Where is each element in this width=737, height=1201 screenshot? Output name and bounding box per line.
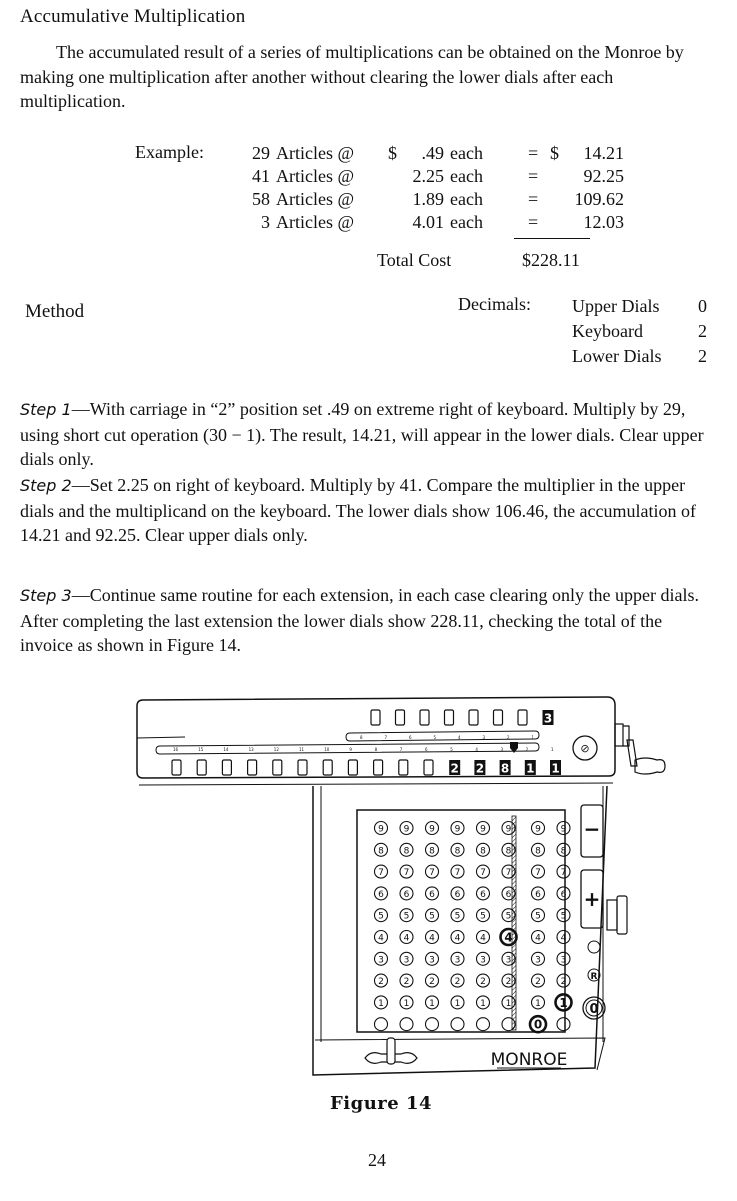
keyboard-key[interactable] [451, 887, 464, 900]
qty: 29 [252, 143, 270, 163]
keyboard-key[interactable] [557, 865, 570, 878]
upper-dial [371, 710, 380, 725]
keyboard-key[interactable] [451, 952, 464, 965]
key-digit: 7 [403, 868, 410, 879]
keyboard-key[interactable] [477, 843, 490, 856]
upper-scale-number: 4 [458, 735, 461, 740]
step-text: —With carriage in “2” position set .49 on extreme right of keyboard. Multiply by 29, using short cut operation (30 − 1). The result, 14.21, will appear in the lower dials. Clear upper dials only. [20, 399, 704, 469]
lower-dial [525, 760, 536, 776]
keyboard-key[interactable] [530, 1016, 546, 1032]
dial-digit: 3 [543, 711, 553, 726]
carriage-body [137, 697, 615, 778]
key-digit: 4 [429, 933, 435, 944]
qty: 3 [261, 212, 270, 232]
keyboard-key[interactable] [400, 843, 413, 856]
page-number: 24 [368, 1150, 386, 1170]
dollar-sign [388, 211, 406, 234]
lower-dial [550, 760, 561, 776]
key-digit: 2 [505, 977, 512, 988]
keyboard-key[interactable] [451, 1018, 464, 1031]
amount: 12.03 [583, 212, 624, 232]
keyboard-key[interactable] [477, 909, 490, 922]
each-label: each [450, 143, 483, 163]
brand-label: MONROE [490, 1050, 568, 1070]
dial-digit: 1 [526, 761, 535, 776]
keyboard-key[interactable] [532, 996, 545, 1009]
upper-dial [518, 710, 527, 725]
keyboard-key[interactable] [426, 952, 439, 965]
keyboard-key[interactable] [557, 974, 570, 987]
key-digit: 9 [535, 824, 541, 835]
key-digit: 2 [429, 977, 435, 988]
key-digit: 9 [480, 824, 486, 835]
keyboard-key[interactable] [477, 952, 490, 965]
key-digit: 6 [560, 889, 567, 900]
key-digit: 7 [505, 868, 512, 879]
key-digit: 7 [378, 868, 384, 879]
keyboard-key[interactable] [426, 865, 439, 878]
amount: 109.62 [574, 189, 624, 209]
key-digit: 8 [480, 846, 486, 857]
decimals-row [572, 344, 707, 369]
lower-scale-number: 4 [475, 747, 478, 752]
key-digit: 5 [378, 911, 384, 922]
lower-dial [348, 760, 357, 775]
keyboard-key[interactable] [375, 822, 388, 835]
keyboard-key[interactable] [557, 822, 570, 835]
upper-dial [469, 710, 478, 725]
section-heading: Accumulative Multiplication [20, 6, 246, 27]
key-digit: 2 [378, 977, 384, 988]
lower-scale-number: 8 [374, 747, 378, 752]
lower-scale-number: 5 [450, 747, 453, 752]
key-digit: 8 [535, 846, 541, 857]
upper-dial [420, 710, 429, 725]
step-label: Step 3 [20, 586, 72, 605]
upper-dial [543, 710, 554, 726]
keyboard-key[interactable] [556, 994, 572, 1010]
key-digit: 4 [403, 933, 410, 944]
keyboard-key[interactable] [477, 822, 490, 835]
example-row [245, 142, 624, 165]
articles-label: Articles @ [276, 189, 355, 209]
example-row [245, 211, 624, 234]
decimals-name: Lower Dials [572, 346, 662, 366]
keyboard-key[interactable] [400, 909, 413, 922]
keyboard-key[interactable] [477, 865, 490, 878]
minus-key-label: − [583, 817, 601, 841]
keyboard-key[interactable] [375, 865, 388, 878]
front-lever-icon [365, 1038, 417, 1064]
key-digit: 5 [454, 911, 461, 922]
keyboard-key[interactable] [426, 974, 439, 987]
step-label: Step 2 [20, 476, 72, 495]
lower-scale-number: 3 [500, 747, 504, 752]
lower-dial [374, 760, 383, 775]
dollar-sign [550, 165, 568, 188]
key-digit: 1 [429, 998, 435, 1009]
equals: = [528, 189, 539, 209]
key-digit: 2 [535, 977, 541, 988]
monroe-calculator-figure [125, 690, 685, 1085]
lower-dial [197, 760, 206, 775]
keyboard-key[interactable] [400, 996, 413, 1009]
lower-scale-number: 9 [349, 747, 352, 752]
keyboard-key[interactable] [400, 887, 413, 900]
repeat-key-label: R [590, 972, 598, 982]
lower-dial [424, 760, 433, 775]
keyboard-key[interactable] [477, 931, 490, 944]
upper-dial [396, 710, 405, 725]
amount: 92.25 [583, 166, 624, 186]
lower-scale-number: 2 [525, 747, 529, 752]
key-digit: 5 [429, 911, 435, 922]
figure-caption: Figure 14 [330, 1093, 433, 1114]
equals: = [528, 143, 539, 163]
lower-dial [500, 760, 511, 776]
key-digit: 1 [454, 998, 461, 1009]
method-heading: Method [25, 301, 85, 322]
keyboard-key[interactable] [451, 909, 464, 922]
decimals-table [572, 294, 707, 369]
step-label: Step 1 [20, 400, 72, 419]
key-digit: 6 [535, 889, 541, 900]
key-digit: 3 [505, 955, 512, 966]
carriage-side-line [137, 737, 185, 738]
key-digit: 2 [454, 977, 461, 988]
side-lever-icon [607, 896, 627, 934]
dial-digit: 2 [475, 761, 485, 776]
key-digit: 2 [480, 977, 486, 988]
keyboard-key[interactable] [532, 952, 545, 965]
example-label: Example: [135, 142, 204, 162]
keyboard-key[interactable] [451, 974, 464, 987]
key-digit: 3 [454, 955, 461, 966]
crank-handle-icon [615, 724, 665, 774]
decimals-label: Decimals: [458, 294, 531, 314]
upper-scale-number: 1 [531, 735, 535, 740]
keyboard-key[interactable] [400, 822, 413, 835]
lower-dial [323, 760, 332, 775]
price: 1.89 [412, 189, 444, 209]
lower-scale-number: 11 [299, 747, 305, 752]
key-digit: 4 [454, 933, 461, 944]
total-rule [514, 238, 590, 239]
example-row [245, 165, 624, 188]
key-digit: 1 [480, 998, 486, 1009]
decimals-name: Keyboard [572, 321, 643, 341]
key-digit: 5 [403, 911, 410, 922]
key-digit: 4 [480, 933, 486, 944]
key-digit: 1 [535, 998, 541, 1009]
lower-scale-number: 15 [198, 747, 204, 752]
keyboard-key[interactable] [400, 931, 413, 944]
key-digit: 9 [454, 824, 461, 835]
keyboard-key[interactable] [532, 909, 545, 922]
keyboard-key[interactable] [557, 1018, 570, 1031]
amount: 14.21 [583, 143, 624, 163]
lower-scale-bar [156, 743, 539, 754]
key-digit: 9 [429, 824, 435, 835]
key-digit: 9 [560, 824, 567, 835]
key-digit: 6 [403, 889, 410, 900]
decimals-value: 0 [698, 296, 707, 316]
upper-scale-number: 8 [360, 735, 363, 740]
lower-dial [273, 760, 282, 775]
each-label: each [450, 212, 483, 232]
keyboard-key[interactable] [557, 952, 570, 965]
key-digit: 3 [429, 955, 435, 966]
key-digit: 8 [378, 846, 384, 857]
key-digit: 3 [378, 955, 384, 966]
step-3 [20, 583, 710, 658]
lower-dial [248, 760, 257, 775]
keyboard-key[interactable] [375, 1018, 388, 1031]
keyboard-key[interactable] [375, 996, 388, 1009]
keyboard-key[interactable] [451, 996, 464, 1009]
lower-dial [449, 760, 460, 776]
dollar-sign [388, 188, 406, 211]
key-digit: 1 [559, 995, 568, 1010]
articles-label: Articles @ [276, 212, 355, 232]
decimals-name: Upper Dials [572, 296, 660, 316]
key-digit: 5 [560, 911, 567, 922]
total-cost-label: Total Cost [377, 250, 452, 270]
plus-key-label: + [583, 887, 601, 911]
keyboard-key[interactable] [426, 931, 439, 944]
upper-dial [494, 710, 503, 725]
key-digit: 8 [403, 846, 410, 857]
dollar-sign: $ [388, 143, 397, 163]
dollar-sign [550, 211, 568, 234]
lower-scale-number: 16 [173, 747, 179, 752]
keyboard-key[interactable] [532, 887, 545, 900]
lower-dial [474, 760, 485, 776]
key-digit: 0 [533, 1017, 543, 1032]
step-text: —Continue same routine for each extension, in each case clearing only the upper dials. After completing the last extension the lower dials show 228.11, checking the total of the invoice as shown in Figure 14. [20, 585, 699, 655]
keyboard-key[interactable] [375, 974, 388, 987]
keyboard-key[interactable] [426, 887, 439, 900]
keyboard-key[interactable] [451, 843, 464, 856]
key-digit: 6 [378, 889, 384, 900]
each-label: each [450, 166, 483, 186]
keyboard-key[interactable] [375, 909, 388, 922]
intro-paragraph: The accumulated result of a series of multiplications can be obtained on the Monroe by making one multiplication after another without clearing the lower dials after each multiplication. [20, 42, 684, 111]
keyboard-key[interactable] [532, 843, 545, 856]
dial-digit: 2 [450, 761, 459, 776]
key-digit: 7 [480, 868, 486, 879]
key-digit: 1 [378, 998, 384, 1009]
decimals-row [572, 319, 707, 344]
example-table [245, 142, 624, 234]
dial-digit: 1 [551, 761, 560, 776]
upper-scale-number: 2 [507, 735, 510, 740]
keyboard-key[interactable] [532, 931, 545, 944]
key-digit: 4 [535, 933, 541, 944]
clear-knob-glyph: ⊘ [580, 742, 590, 755]
qty: 41 [252, 166, 270, 186]
key-digit: 6 [429, 889, 435, 900]
key-digit: 7 [454, 868, 461, 879]
price: 2.25 [412, 166, 444, 186]
keyboard-key[interactable] [426, 996, 439, 1009]
keyboard-key[interactable] [400, 865, 413, 878]
keyboard-key[interactable] [426, 822, 439, 835]
key-digit: 5 [535, 911, 541, 922]
keyboard-key[interactable] [400, 1018, 413, 1031]
keyboard-key[interactable] [451, 865, 464, 878]
keyboard-key[interactable] [400, 974, 413, 987]
lower-scale-number: 13 [248, 747, 254, 752]
key-digit: 8 [560, 846, 567, 857]
step-1 [20, 397, 710, 472]
key-digit: 8 [454, 846, 461, 857]
key-digit: 5 [505, 911, 512, 922]
keyboard-key[interactable] [557, 931, 570, 944]
upper-scale-number: 3 [482, 735, 486, 740]
upper-scale-number: 6 [409, 735, 412, 740]
lower-dial [298, 760, 307, 775]
total-cost-value: $228.11 [522, 250, 580, 270]
lower-scale-number: 14 [223, 747, 229, 752]
keyboard-key[interactable] [426, 1018, 439, 1031]
lower-dial [222, 760, 231, 775]
key-digit: 4 [560, 933, 567, 944]
carriage-bottom-edge [139, 783, 613, 785]
key-digit: 8 [429, 846, 435, 857]
upper-scale-number: 7 [384, 735, 388, 740]
upper-scale-number: 5 [433, 735, 437, 740]
key-digit: 3 [560, 955, 567, 966]
price: .49 [421, 143, 444, 163]
dial-digit: 8 [500, 761, 510, 776]
keyboard-key[interactable] [375, 887, 388, 900]
equals: = [528, 212, 539, 232]
upper-dial [445, 710, 454, 725]
dollar-sign: $ [550, 143, 559, 163]
lower-dial [399, 760, 408, 775]
upper-scale-bar [346, 731, 539, 741]
articles-label: Articles @ [276, 166, 355, 186]
key-digit: 6 [505, 889, 512, 900]
keyboard-key[interactable] [477, 887, 490, 900]
clear-key-label: 0 [589, 1002, 599, 1017]
key-digit: 9 [378, 824, 384, 835]
keyboard-key[interactable] [477, 974, 490, 987]
decimals-value: 2 [698, 321, 707, 341]
key-digit: 6 [480, 889, 486, 900]
keyboard-key[interactable] [451, 822, 464, 835]
keyboard-key[interactable] [532, 974, 545, 987]
key-digit: 9 [505, 824, 512, 835]
key-digit: 1 [505, 998, 512, 1009]
key-digit: 9 [403, 824, 410, 835]
dollar-sign [550, 188, 568, 211]
key-digit: 8 [505, 846, 512, 857]
keyboard-key[interactable] [426, 843, 439, 856]
keyboard-key[interactable] [557, 887, 570, 900]
key-digit: 4 [378, 933, 384, 944]
keyboard-key[interactable] [557, 909, 570, 922]
keyboard-key[interactable] [451, 931, 464, 944]
lower-scale-number: 12 [273, 747, 279, 752]
keyboard-key[interactable] [557, 843, 570, 856]
lower-scale-number: 7 [399, 747, 403, 752]
lower-dial [172, 760, 181, 775]
keyboard-key[interactable] [532, 822, 545, 835]
example-row [245, 188, 624, 211]
decimals-row [572, 294, 707, 319]
keyboard-key[interactable] [532, 865, 545, 878]
key-digit: 5 [480, 911, 486, 922]
key-digit: 2 [560, 977, 567, 988]
lower-scale-number: 10 [324, 747, 330, 752]
key-digit: 3 [535, 955, 541, 966]
lower-scale-number: 1 [551, 747, 554, 752]
key-digit: 2 [403, 977, 410, 988]
price: 4.01 [412, 212, 444, 232]
qty: 58 [252, 189, 270, 209]
decimals-value: 2 [698, 346, 707, 366]
key-digit: 6 [454, 889, 461, 900]
key-digit: 3 [403, 955, 410, 966]
keyboard-key[interactable] [375, 931, 388, 944]
keyboard-key[interactable] [477, 996, 490, 1009]
keyboard-key[interactable] [400, 952, 413, 965]
step-2 [20, 473, 710, 548]
equals: = [528, 166, 539, 186]
key-digit: 4 [504, 930, 513, 945]
dollar-sign [388, 165, 406, 188]
articles-label: Articles @ [276, 143, 355, 163]
keyboard-key[interactable] [375, 952, 388, 965]
key-digit: 1 [403, 998, 410, 1009]
keyboard-key[interactable] [426, 909, 439, 922]
keyboard-key[interactable] [375, 843, 388, 856]
step-text: —Set 2.25 on right of keyboard. Multiply by 41. Compare the multiplier in the upper dials and the multiplicand on the keyboard. The lower dials show 106.46, the accumulation of 14.21 and 92.25. Clear upper dials only. [20, 475, 697, 545]
key-digit: 7 [560, 868, 567, 879]
each-label: each [450, 189, 483, 209]
calculator-illustration [125, 690, 685, 1085]
lower-scale-number: 6 [425, 747, 428, 752]
side-blank-key[interactable] [588, 941, 600, 953]
key-digit: 7 [535, 868, 541, 879]
keyboard-key[interactable] [477, 1018, 490, 1031]
key-digit: 7 [429, 868, 435, 879]
key-digit: 3 [480, 955, 486, 966]
